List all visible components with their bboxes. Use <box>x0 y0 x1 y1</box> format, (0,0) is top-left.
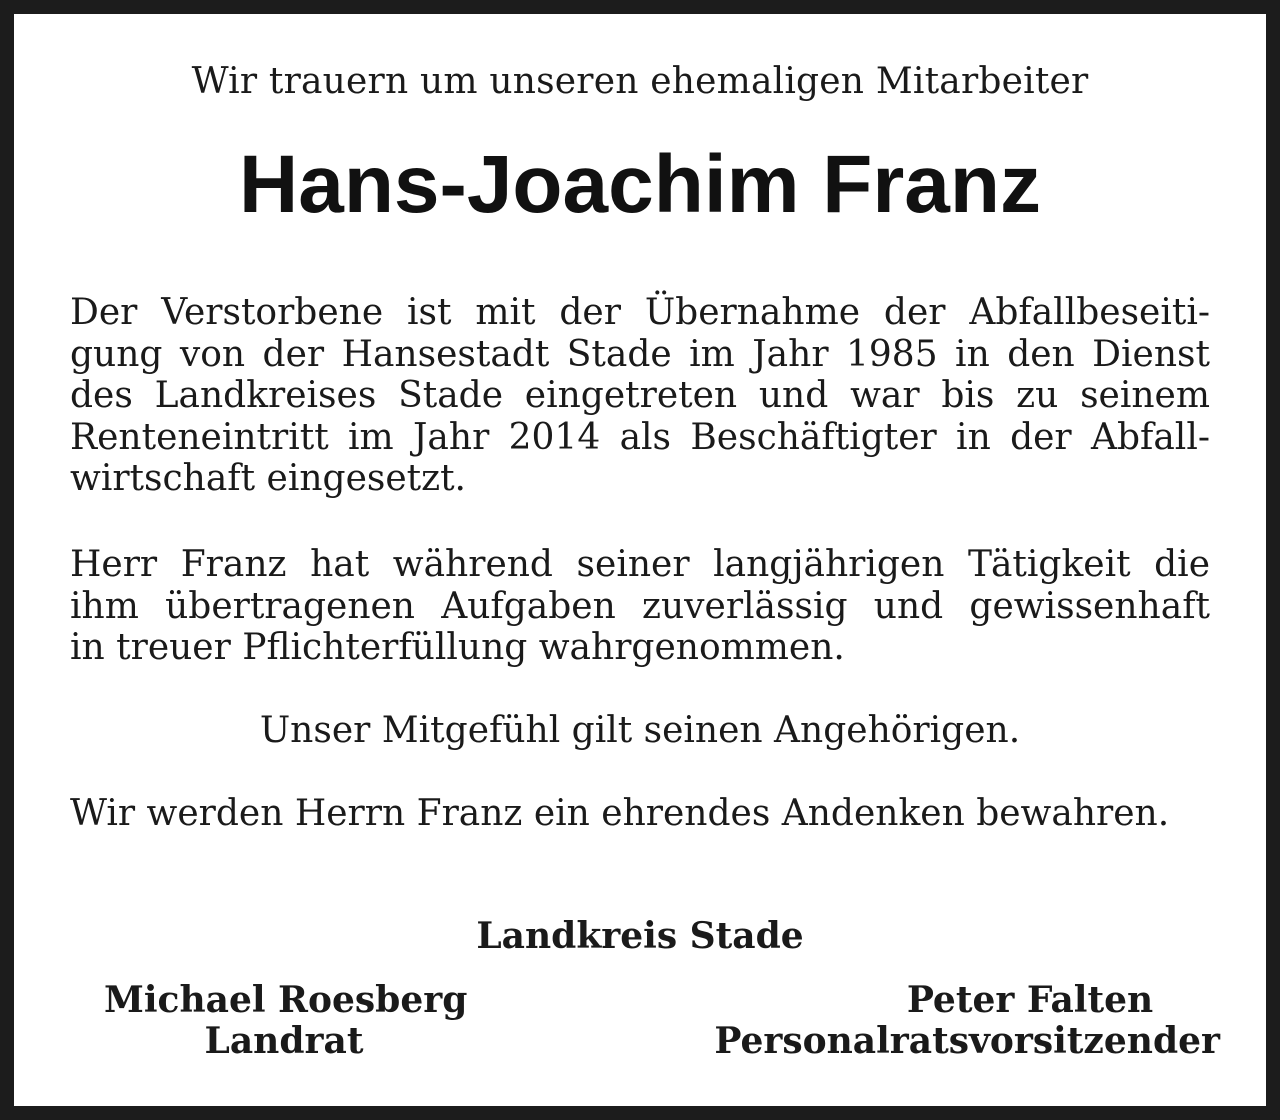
paragraph-duties <box>70 544 1210 669</box>
signatory-role: Landrat <box>204 1020 364 1062</box>
signatory-role: Personalratsvorsitzender <box>714 1020 1220 1062</box>
remembrance-line: Wir werden Herrn Franz ein ehrendes Andenken bewahren. <box>70 793 1170 834</box>
paragraph-line: des Landkreises Stade eingetreten und war bis zu seinem <box>70 375 1210 416</box>
paragraph-career <box>70 292 1210 500</box>
paragraph-line: ihm übertragenen Aufgaben zuverlässig und gewissenhaft <box>70 585 1210 627</box>
paragraph-line: Der Verstorbene ist mit der Übernahme der Abfallbeseiti- <box>70 292 1210 333</box>
condolence-line: Unser Mitgefühl gilt seinen Angehörigen. <box>259 710 1021 751</box>
paragraph-line: wirtschaft eingesetzt. <box>70 458 466 499</box>
signatory-name: Peter Falten <box>906 979 1154 1021</box>
paragraph-line: gung von der Hansestadt Stade im Jahr 1985 in den Dienst <box>70 333 1210 375</box>
deceased-name: Hans-Joachim Franz <box>239 139 1041 230</box>
signatory-left <box>104 979 468 1062</box>
paragraph-line: Renteneintritt im Jahr 2014 als Beschäftigter in der Abfall- <box>70 416 1210 458</box>
intro-line: Wir trauern um unseren ehemaligen Mitarbeiter <box>191 61 1089 102</box>
paragraph-line: Herr Franz hat während seiner langjährigen Tätigkeit die <box>70 544 1210 585</box>
signatory-name: Michael Roesberg <box>104 979 468 1021</box>
paragraph-line: in treuer Pflichterfüllung wahrgenommen. <box>70 627 845 668</box>
organization-name: Landkreis Stade <box>476 915 804 957</box>
signatory-right <box>700 980 1220 1062</box>
